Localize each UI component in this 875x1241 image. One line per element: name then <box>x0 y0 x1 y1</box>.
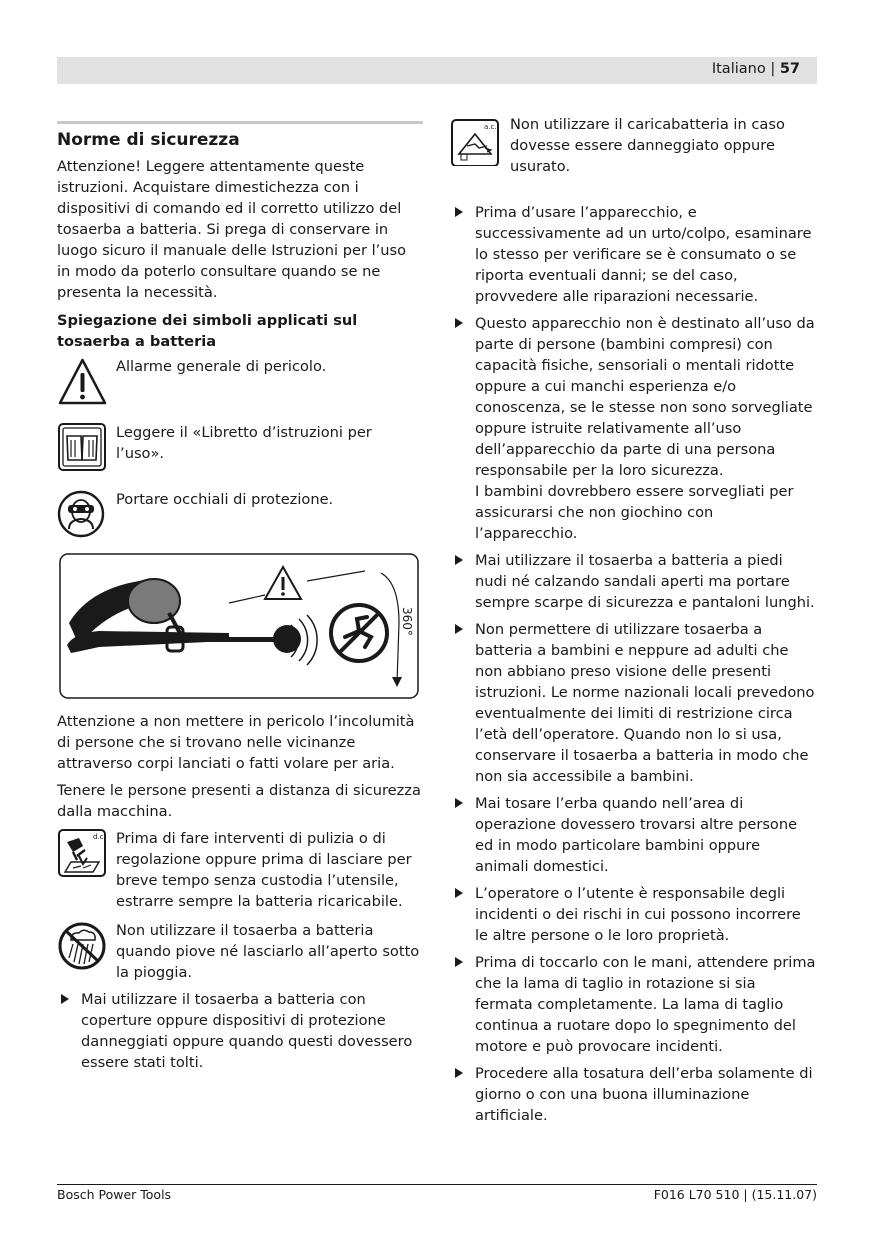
list-item: Mai utilizzare il tosaerba a batteria con coperture oppure dispositivi di protezione danneggiati oppure quando questi dovessero essere stati tolti. <box>57 989 423 1073</box>
symbol-row-goggles <box>57 489 423 541</box>
list-item: Procedere alla tosatura dell’erba solamente di giorno o con una buona illuminazione artificiale. <box>451 1063 817 1126</box>
header-language: Italiano <box>711 61 766 77</box>
left-bullet-list <box>57 989 423 1073</box>
figure-label: 360° <box>400 607 414 636</box>
safety-goggles-icon <box>57 489 108 543</box>
symbol-text: Leggere il «Libretto d’istruzioni per l’uso». <box>116 424 372 462</box>
footer-rule <box>57 1184 817 1185</box>
list-item: Prima d’usare l’apparecchio, e successivamente ad un urto/colpo, esaminare lo stesso per verificare se è consumato o se riporta eventuali danni; se del caso, provvedere alle riparazioni necessarie. <box>451 202 817 307</box>
bullet-arrow-icon <box>455 888 463 898</box>
section-title: Norme di sicurezza <box>57 130 240 150</box>
manual-book-icon <box>57 422 108 478</box>
thrown-objects-paragraph: Attenzione a non mettere in pericolo l’incolumità di persone che si trovano nelle vicinanze attraverso corpi lanciati o fatti volare per aria. <box>57 713 415 772</box>
list-item: L’operatore o l’utente è responsabile degli incidenti o dei rischi in cui possono incorrere le altre persone o le loro proprietà. <box>451 883 817 946</box>
page-number: 57 <box>779 61 800 77</box>
dc-label: d.c. <box>93 833 106 841</box>
header-separator: | <box>770 61 776 77</box>
symbol-row-remove-battery <box>57 828 423 920</box>
list-item: Prima di toccarlo con le mani, attendere prima che la lama di taglio in rotazione si sia fermata completamente. La lama di taglio continua a ruotare dopo lo spegnimento del motore e può provocare incidenti. <box>451 952 817 1057</box>
list-item: Mai tosare l’erba quando nell’area di operazione dovessero trovarsi altre persone ed in modo particolare bambini oppure animali domestici. <box>451 793 817 877</box>
bullet-arrow-icon <box>455 207 463 217</box>
no-rain-icon <box>57 920 108 976</box>
section-rule <box>57 121 423 124</box>
symbol-text: Non utilizzare il tosaerba a batteria quando piove né lasciarlo all’aperto sotto la pioggia. <box>116 922 420 981</box>
footer-doc-code: F016 L70 510 | (15.11.07) <box>653 1187 817 1202</box>
ac-label: a.c. <box>484 123 497 131</box>
symbol-text: Non utilizzare il caricabatteria in caso dovesse essere danneggiato oppure usurato. <box>510 116 785 175</box>
symbols-heading: Spiegazione dei simboli applicati sul tosaerba a batteria <box>57 312 358 350</box>
symbol-text: Portare occhiali di protezione. <box>116 491 334 508</box>
intro-paragraph: Attenzione! Leggere attentamente queste istruzioni. Acquistare dimestichezza con i dispositivi di comando ed il corretto utilizzo del tosaerba a batteria. Si prega di conservare in luogo sicuro il manuale delle Istruzioni per l’uso in modo da poterlo consultare quando se ne presenta la necessità. <box>57 158 407 301</box>
footer-publisher: Bosch Power Tools <box>57 1187 172 1202</box>
children-note: I bambini dovrebbero essere sorvegliati per assicurarsi che non giochino con l’apparecchio. <box>475 483 794 542</box>
right-bullet-list <box>451 202 817 1126</box>
thrown-objects-figure <box>59 553 419 699</box>
bullet-arrow-icon <box>455 318 463 328</box>
page-header <box>57 57 817 84</box>
symbol-text: Prima di fare interventi di pulizia o di regolazione oppure prima di lasciare per breve tempo senza custodia l’utensile, estrarre sempre la batteria ricaricabile. <box>116 830 412 910</box>
symbol-row-warning <box>57 356 423 422</box>
damaged-charger-icon <box>451 114 502 170</box>
warning-triangle-icon <box>57 356 108 412</box>
symbol-row-manual <box>57 422 423 489</box>
list-item: Non permettere di utilizzare tosaerba a batteria a bambini e neppure ad adulti che non abbiano preso visione delle presenti istruzioni. Le norme nazionali locali prevedono eventualmente dei limiti di restrizione circa l’età dell’operatore. Quando non lo si usa, conservare il tosaerba a batteria in modo che non sia accessibile a bambini. <box>451 619 817 787</box>
bullet-arrow-icon <box>61 994 69 1004</box>
symbol-row-no-rain <box>57 920 423 989</box>
bullet-arrow-icon <box>455 624 463 634</box>
bullet-arrow-icon <box>455 555 463 565</box>
left-column <box>57 121 423 1079</box>
list-item: Questo apparecchio non è destinato all’uso da parte di persone (bambini compresi) con capacità fisiche, sensoriali o mentali ridotte oppure a cui manchi esperienza e/o conoscenza, se le stesse non sono sorvegliate oppure istruite relativamente all’uso dell’apparecchio da parte di una persona responsabile per la loro sicurezza. I bambini dovrebbero essere sorvegliati per assicurarsi che non giochino con l’apparecchio. <box>451 313 817 544</box>
symbol-text: Allarme generale di pericolo. <box>116 358 327 375</box>
list-item: Mai utilizzare il tosaerba a batteria a piedi nudi né calzando sandali aperti ma portare sempre scarpe di sicurezza e pantaloni lunghi. <box>451 550 817 613</box>
right-column <box>451 114 817 1132</box>
header-text <box>712 61 800 77</box>
bullet-arrow-icon <box>455 1068 463 1078</box>
bullet-arrow-icon <box>455 798 463 808</box>
symbol-row-charger <box>451 114 817 202</box>
remove-battery-icon <box>57 828 108 884</box>
safe-distance-paragraph: Tenere le persone presenti a distanza di sicurezza dalla macchina. <box>57 782 421 820</box>
bullet-arrow-icon <box>455 957 463 967</box>
